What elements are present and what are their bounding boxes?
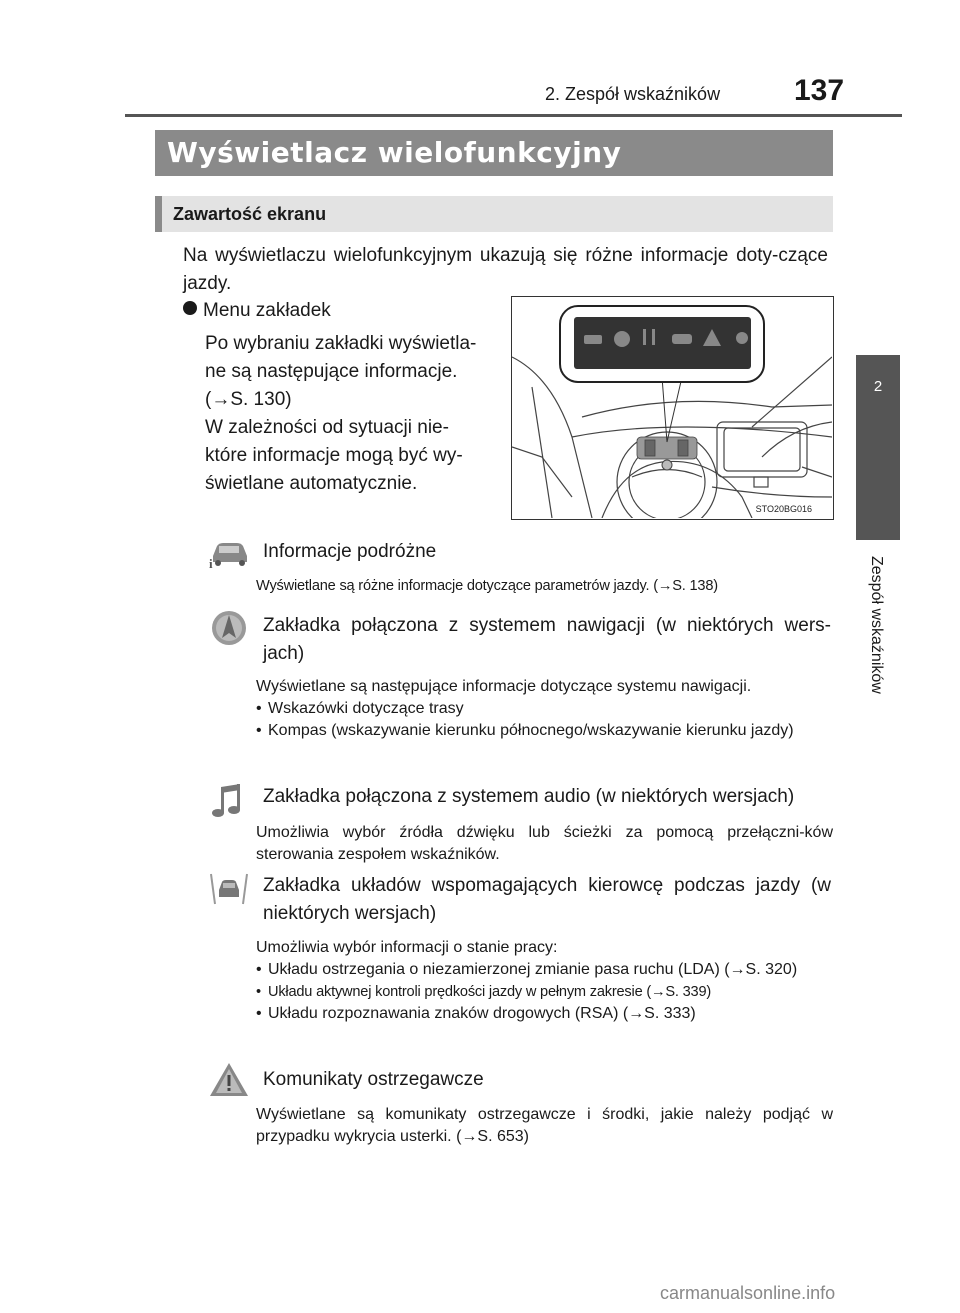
car-info-icon	[207, 532, 251, 576]
chapter-number: 2	[873, 378, 883, 395]
item-title: Komunikaty ostrzegawcze	[263, 1069, 484, 1090]
item-description: Wyświetlane są różne informacje dotyczące parametrów jazdy. (→S. 138)	[256, 578, 718, 594]
illustration-code: STO20BG016	[755, 504, 812, 514]
bullet-heading	[183, 300, 331, 322]
header-divider	[125, 114, 902, 117]
bullet-line: świetlane automatycznie.	[205, 473, 418, 494]
list-item: • Kompas (wskazywanie kierunku północnego/wskazywanie kierunku jazdy)	[256, 722, 794, 739]
item-description-block	[256, 676, 833, 742]
bullet-line: (→S. 130)	[205, 389, 292, 410]
list-item: • Wskazówki dotyczące trasy	[256, 700, 464, 717]
list-item: • Układu rozpoznawania znaków drogowych (RSA) (→S. 333)	[256, 1005, 696, 1022]
bullet-line: ne są następujące informacje.	[205, 361, 458, 382]
page-number: 137	[794, 74, 845, 107]
list-item: • Układu aktywnej kontroli prędkości jazdy w pełnym zakresie (→S. 339)	[256, 984, 712, 1000]
item-description: Wyświetlane są komunikaty ostrzegawcze i środki, jakie należy podjąć w przypadku wykrycia usterki. (→S. 653)	[256, 1106, 833, 1145]
dashboard-illustration	[511, 296, 834, 520]
bullet-line: które informacje mogą być wy-	[205, 445, 463, 466]
navigation-icon	[207, 606, 251, 650]
intro-text: Na wyświetlaczu wielofunkcyjnym ukazują się różne informacje doty-czące jazdy.	[183, 245, 828, 294]
section-header: 2. Zespół wskaźników	[545, 84, 721, 104]
warning-icon	[207, 1058, 251, 1102]
item-description: Umożliwia wybór źródła dźwięku lub ścieżki za pomocą przełączni-ków sterowania zespołem wskaźników.	[256, 824, 833, 863]
bullet-dot-icon	[183, 301, 197, 315]
music-note-icon	[207, 779, 251, 823]
chapter-label: Zespół wskaźników	[868, 556, 885, 694]
bullet-line: Po wybraniu zakładki wyświetla-	[205, 333, 477, 354]
driver-assist-icon	[207, 866, 251, 910]
item-title: Informacje podróżne	[263, 541, 437, 562]
svg-text:i: i	[209, 556, 213, 571]
bullet-line: W zależności od sytuacji nie-	[205, 417, 449, 438]
item-description: Wyświetlane są następujące informacje dotyczące systemu nawigacji.	[256, 678, 752, 695]
item-title: Zakładka połączona z systemem nawigacji (w niektórych wers-jach)	[263, 615, 831, 664]
dashboard-drawing	[512, 297, 832, 518]
page-title: Wyświetlacz wielofunkcyjny	[155, 130, 833, 176]
footer-watermark: carmanualsonline.info	[660, 1283, 836, 1303]
list-item: • Układu ostrzegania o niezamierzonej zmianie pasa ruchu (LDA) (→S. 320)	[256, 961, 798, 978]
item-description-block	[256, 937, 833, 1025]
bullet-title: Menu zakładek	[203, 300, 331, 321]
item-title: Zakładka układów wspomagających kierowcę podczas jazdy (w niektórych wersjach)	[263, 875, 831, 924]
item-description: Umożliwia wybór informacji o stanie pracy:	[256, 939, 558, 956]
item-title: Zakładka połączona z systemem audio (w niektórych wersjach)	[263, 786, 795, 807]
section-subtitle: Zawartość ekranu	[155, 196, 833, 232]
bullet-body	[205, 330, 493, 498]
